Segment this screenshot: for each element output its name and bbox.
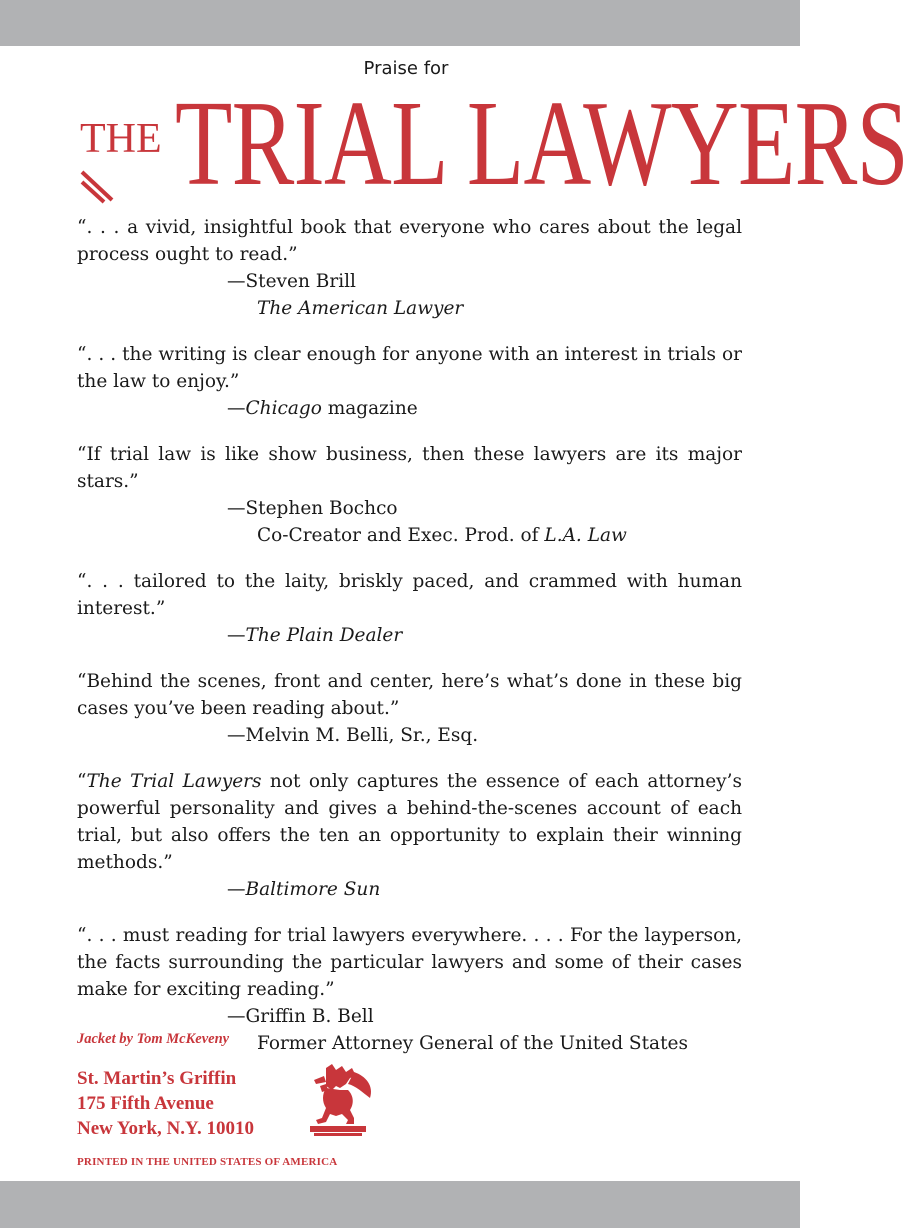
praise-label: Praise for <box>363 58 449 79</box>
quote-text: “. . . must reading for trial lawyers everywhere. . . . For the layperson, the facts surrounding the particular lawyers and some of their cases make for exciting reading.” <box>77 925 742 1000</box>
quote-5 <box>77 668 742 749</box>
quote-text: “If trial law is like show business, then these lawyers are its major stars.” <box>77 444 742 492</box>
publisher-street: 175 Fifth Avenue <box>77 1093 214 1114</box>
publisher-name: St. Martin’s Griffin <box>77 1068 237 1089</box>
top-band <box>0 0 800 46</box>
title-the-mark <box>78 102 170 202</box>
printed-notice: PRINTED IN THE UNITED STATES OF AMERICA <box>77 1156 338 1168</box>
quote-text: “. . . tailored to the laity, briskly paced, and crammed with human interest.” <box>77 571 742 619</box>
quote-text: “. . . the writing is clear enough for anyone with an interest in trials or the law to enjoy.” <box>77 344 742 392</box>
quote-attribution: —Stephen Bochco <box>227 498 398 519</box>
quote-source: Co-Creator and Exec. Prod. of L.A. Law <box>257 525 627 546</box>
quote-2 <box>77 341 742 422</box>
quotes-list <box>77 214 742 1076</box>
quote-source: Former Attorney General of the United States <box>257 1033 688 1054</box>
quote-attribution: —Melvin M. Belli, Sr., Esq. <box>227 725 479 746</box>
quote-attribution: —Chicago magazine <box>227 398 418 419</box>
publisher-city: New York, N.Y. 10010 <box>77 1118 254 1139</box>
quote-attribution: —Steven Brill <box>227 271 356 292</box>
quote-6 <box>77 768 742 903</box>
quote-text: “The Trial Lawyers not only captures the essence of each attorney’s powerful personality and gives a behind-the-scenes account of each trial, but also offers the ten an opportunity to explain their winning methods.” <box>77 771 742 873</box>
griffin-icon <box>296 1062 376 1140</box>
quote-attribution: —The Plain Dealer <box>227 625 403 646</box>
quote-4 <box>77 568 742 649</box>
quote-attribution: —Baltimore Sun <box>227 879 381 900</box>
quote-attribution: —Griffin B. Bell <box>227 1006 374 1027</box>
title-the-text: THE <box>80 116 162 162</box>
quote-3 <box>77 441 742 549</box>
quote-source: The American Lawyer <box>257 298 464 319</box>
jacket-credit: Jacket by Tom McKeveny <box>77 1031 230 1047</box>
book-title <box>78 76 908 211</box>
publisher-address <box>77 1066 254 1141</box>
quote-1 <box>77 214 742 322</box>
bottom-band <box>0 1181 800 1228</box>
quote-text: “Behind the scenes, front and center, here’s what’s done in these big cases you’ve been reading about.” <box>77 671 742 719</box>
quote-text: “. . . a vivid, insightful book that everyone who cares about the legal process ought to read.” <box>77 217 742 265</box>
title-main: TRIAL LAWYERS <box>175 76 908 211</box>
